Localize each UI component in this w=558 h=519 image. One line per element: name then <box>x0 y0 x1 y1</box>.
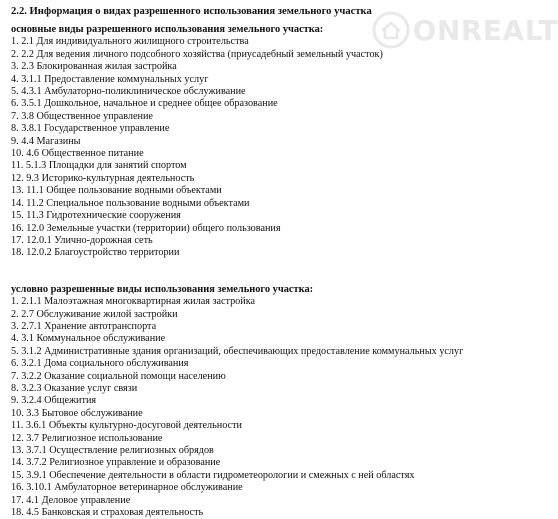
main-uses-list <box>11 36 556 259</box>
list-item: 3. 2.7.1 Хранение автотранспорта <box>11 320 157 332</box>
list-item: 10. 4.6 Общественное питание <box>11 148 144 160</box>
list-item: 4. 3.1 Коммунальное обслуживание <box>11 333 166 345</box>
list-item: 17. 4.1 Деловое управление <box>11 494 131 506</box>
section-heading: 2.2. Информация о видах разрешенного использования земельного участка <box>11 6 372 17</box>
list-item: 5. 4.3.1 Амбулаторно-поликлиническое обслуживание <box>11 86 246 98</box>
list-item: 8. 3.8.1 Государственное управление <box>11 123 170 135</box>
list-item: 16. 12.0 Земельные участки (территории) общего пользования <box>11 222 281 234</box>
list-item: 8. 3.2.3 Оказание услуг связи <box>11 382 138 394</box>
list-item: 6. 3.2.1 Дома социального обслуживания <box>11 358 189 370</box>
list-item: 17. 12.0.1 Улично-дорожная сеть <box>11 234 153 246</box>
list-item: 1. 2.1.1 Малоэтажная многоквартирная жилая застройка <box>11 296 256 308</box>
conditional-uses-title: условно разрешенные виды использования земельного участка: <box>11 283 314 295</box>
conditional-uses-list <box>11 296 556 519</box>
list-item: 4. 3.1.1 Предоставление коммунальных услуг <box>11 73 209 85</box>
list-item: 16. 3.10.1 Амбулаторное ветеринарное обслуживание <box>11 482 243 494</box>
list-item: 7. 3.2.2 Оказание социальной помощи населению <box>11 370 226 382</box>
list-item: 14. 3.7.2 Религиозное управление и образование <box>11 457 221 469</box>
list-item: 14. 11.2 Специальное пользование водными объектами <box>11 197 250 209</box>
list-item: 12. 3.7 Религиозное использование <box>11 432 163 444</box>
list-item: 7. 3.8 Общественное управление <box>11 110 153 122</box>
list-item: 18. 4.5 Банковская и страховая деятельность <box>11 507 204 519</box>
list-item: 3. 2.3 Блокированная жилая застройка <box>11 61 177 73</box>
main-uses-title: основные виды разрешенного использования земельного участка: <box>11 24 324 35</box>
list-item: 1. 2.1 Для индивидуального жилищного строительства <box>11 36 249 48</box>
list-item: 11. 5.1.3 Площадки для занятий спортом <box>11 160 187 172</box>
list-item: 15. 3.9.1 Обеспечение деятельности в области гидрометеорологии и смежных с ней областях <box>11 469 415 481</box>
list-item: 9. 4.4 Магазины <box>11 135 81 147</box>
list-item: 12. 9.3 Историко-культурная деятельность <box>11 172 195 184</box>
list-item: 5. 3.1.2 Административные здания организаций, обеспечивающих предоставление коммунальных услуг <box>11 345 464 357</box>
list-item: 9. 3.2.4 Общежития <box>11 395 97 407</box>
list-item: 13. 11.1 Общее пользование водными объектами <box>11 185 222 197</box>
list-item: 10. 3.3 Бытовое обслуживание <box>11 407 143 419</box>
list-item: 2. 2.2 Для ведения личного подсобного хозяйства (приусадебный земельный участок) <box>11 48 383 60</box>
list-item: 2. 2.7 Обслуживание жилой застройки <box>11 308 178 320</box>
list-item: 11. 3.6.1 Объекты культурно-досуговой деятельности <box>11 420 242 432</box>
list-item: 18. 12.0.2 Благоустройство территории <box>11 247 180 259</box>
document-body <box>11 5 556 519</box>
list-item: 6. 3.5.1 Дошкольное, начальное и среднее общее образование <box>11 98 278 110</box>
list-item: 15. 11.3 Гидротехнические сооружения <box>11 210 181 222</box>
list-item: 13. 3.7.1 Осуществление религиозных обрядов <box>11 445 214 456</box>
section-spacer <box>11 260 556 284</box>
watermark-text: ONREALT <box>412 13 558 47</box>
